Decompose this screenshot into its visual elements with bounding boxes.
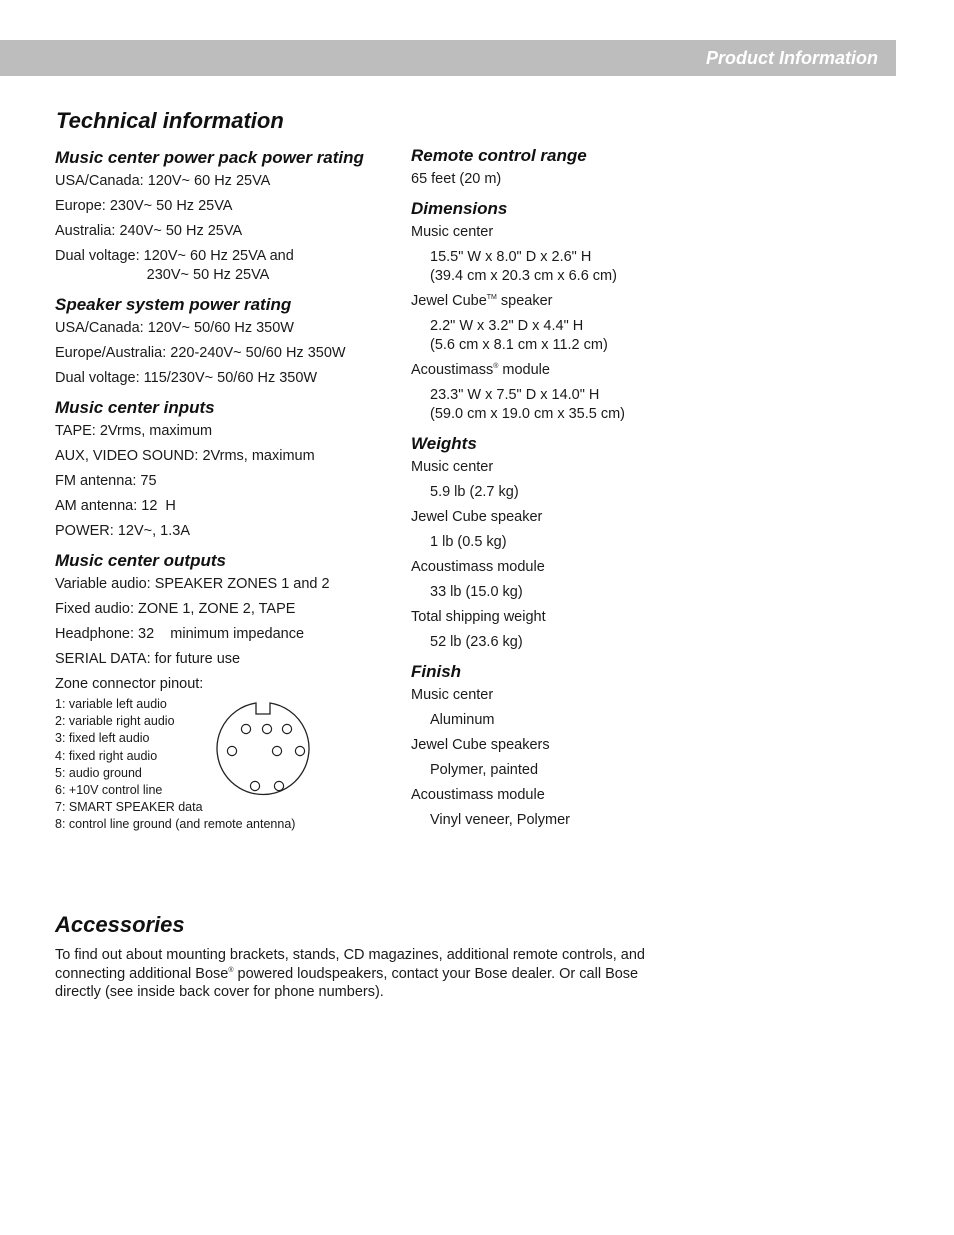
accessories-title: Accessories bbox=[55, 912, 185, 937]
inputs-section bbox=[55, 398, 385, 541]
item-label: Jewel Cube speaker bbox=[411, 509, 543, 525]
finish-section bbox=[411, 662, 741, 830]
pin-item: 8: control line ground (and remote antenna) bbox=[55, 817, 296, 832]
jewel-suffix: speaker bbox=[496, 293, 553, 309]
pin-item: 6: +10V control line bbox=[55, 783, 163, 798]
spec-line: POWER: 12V~, 1.3A bbox=[55, 523, 190, 539]
item-value bbox=[411, 386, 741, 424]
item-label: Music center bbox=[411, 687, 494, 703]
power-pack-heading: Music center power pack power rating bbox=[55, 148, 364, 167]
inputs-heading: Music center inputs bbox=[55, 398, 215, 417]
spec-line: AM antenna: 12 H bbox=[55, 498, 176, 514]
accessories-text-part: To find out about mounting brackets, stands, CD magazines, additional remote controls, and connecting additional Bose bbox=[55, 947, 645, 982]
dimensions-section bbox=[411, 199, 741, 424]
dimension-line: (5.6 cm x 8.1 cm x 11.2 cm) bbox=[430, 337, 608, 353]
right-column bbox=[411, 146, 741, 840]
item-value bbox=[411, 317, 741, 355]
item-label: Jewel Cube speakers bbox=[411, 737, 550, 753]
spec-line: SERIAL DATA: for future use bbox=[55, 651, 241, 667]
dimension-line: (39.4 cm x 20.3 cm x 6.6 cm) bbox=[430, 268, 617, 284]
item-value: Vinyl veneer, Polymer bbox=[430, 812, 570, 828]
item-label: Acoustimass module bbox=[411, 559, 545, 575]
weights-heading: Weights bbox=[411, 434, 477, 453]
item-value: Polymer, painted bbox=[430, 762, 539, 778]
power-pack-section bbox=[55, 148, 385, 285]
pin-item: 5: audio ground bbox=[55, 765, 142, 780]
dimension-line: 23.3" W x 7.5" D x 14.0" H bbox=[430, 387, 600, 403]
connector-pin bbox=[274, 781, 283, 790]
acoustimass-label: Acoustimass bbox=[411, 362, 494, 378]
speaker-power-section bbox=[55, 295, 385, 388]
pin-item: 2: variable right audio bbox=[55, 714, 175, 729]
page-title: Technical information bbox=[56, 108, 284, 133]
spec-line: FM antenna: 75 bbox=[55, 473, 157, 489]
item-value: 1 lb (0.5 kg) bbox=[430, 534, 507, 550]
pin-item: 7: SMART SPEAKER data bbox=[55, 800, 203, 815]
registered-mark: ® bbox=[228, 966, 234, 974]
outputs-heading: Music center outputs bbox=[55, 551, 226, 570]
connector-pin bbox=[295, 746, 304, 755]
item-label: Music center bbox=[411, 459, 494, 475]
connector-pin bbox=[272, 746, 281, 755]
section-label: Product Information bbox=[706, 48, 878, 68]
header-bar bbox=[0, 40, 896, 76]
accessories-text-part: powered loudspeakers, contact your Bose dealer. Or call Bose directly (see inside back cover for phone numbers). bbox=[55, 965, 639, 1000]
dual-voltage-line: 120V~ 60 Hz 25VA and bbox=[143, 248, 294, 264]
item-label: Acoustimass module bbox=[411, 787, 545, 803]
dimension-line: 2.2" W x 3.2" D x 4.4" H bbox=[430, 318, 584, 334]
spec-line: AUX, VIDEO SOUND: 2Vrms, maximum bbox=[55, 448, 315, 464]
spec-line: Australia: 240V~ 50 Hz 25VA bbox=[55, 223, 243, 239]
left-column bbox=[55, 148, 385, 846]
item-value: 33 lb (15.0 kg) bbox=[430, 584, 523, 600]
remote-section bbox=[411, 146, 741, 189]
weights-section bbox=[411, 434, 741, 652]
connector-pin bbox=[241, 724, 250, 733]
spec-line: Europe: 230V~ 50 Hz 25VA bbox=[55, 198, 233, 214]
jewel-label: Jewel Cube bbox=[411, 293, 487, 309]
zone-connector-diagram bbox=[213, 698, 313, 804]
dimension-line: 15.5" W x 8.0" D x 2.6" H bbox=[430, 249, 592, 265]
finish-heading: Finish bbox=[411, 662, 462, 681]
item-label: Total shipping weight bbox=[411, 609, 546, 625]
item-value bbox=[411, 248, 741, 286]
item-label bbox=[411, 292, 741, 311]
outputs-section bbox=[55, 551, 385, 836]
spec-line: Europe/Australia: 220-240V~ 50/60 Hz 350W bbox=[55, 345, 346, 361]
connector-pin bbox=[262, 724, 271, 733]
accessories-text bbox=[55, 946, 675, 1002]
trademark-mark: TM bbox=[486, 294, 497, 301]
spec-line: TAPE: 2Vrms, maximum bbox=[55, 423, 213, 439]
pinout-label: Zone connector pinout: bbox=[55, 676, 204, 692]
dimension-line: (59.0 cm x 19.0 cm x 35.5 cm) bbox=[430, 406, 626, 422]
item-value: 5.9 lb (2.7 kg) bbox=[430, 484, 519, 500]
registered-mark: ® bbox=[493, 363, 499, 370]
spec-line: USA/Canada: 120V~ 60 Hz 25VA bbox=[55, 173, 271, 189]
item-value: Aluminum bbox=[430, 712, 495, 728]
spec-line: Headphone: 32 minimum impedance bbox=[55, 626, 305, 642]
spec-line: Dual voltage: 115/230V~ 50/60 Hz 350W bbox=[55, 370, 318, 386]
spec-line: Fixed audio: ZONE 1, ZONE 2, TAPE bbox=[55, 601, 296, 617]
item-label bbox=[411, 361, 741, 380]
item-value: 52 lb (23.6 kg) bbox=[430, 634, 523, 650]
connector-pin bbox=[250, 781, 259, 790]
speaker-power-heading: Speaker system power rating bbox=[55, 295, 292, 314]
dual-voltage-row bbox=[55, 247, 385, 285]
spec-line: 65 feet (20 m) bbox=[411, 171, 502, 187]
pin-item: 1: variable left audio bbox=[55, 697, 167, 711]
spec-line: Variable audio: SPEAKER ZONES 1 and 2 bbox=[55, 576, 330, 592]
spec-line: USA/Canada: 120V~ 50/60 Hz 350W bbox=[55, 320, 294, 336]
pin-item: 3: fixed left audio bbox=[55, 731, 150, 746]
pin-item: 4: fixed right audio bbox=[55, 748, 158, 763]
remote-heading: Remote control range bbox=[411, 146, 587, 165]
acoustimass-suffix: module bbox=[498, 362, 550, 378]
item-label: Music center bbox=[411, 224, 494, 240]
dimensions-heading: Dimensions bbox=[411, 199, 508, 218]
dual-voltage-line: 230V~ 50 Hz 25VA bbox=[146, 267, 270, 283]
connector-outline bbox=[217, 703, 309, 794]
dual-voltage-label: Dual voltage: bbox=[55, 248, 144, 264]
dual-voltage-values bbox=[144, 247, 294, 285]
pinout-block bbox=[55, 696, 385, 836]
connector-pin bbox=[227, 746, 236, 755]
connector-pin bbox=[282, 724, 291, 733]
